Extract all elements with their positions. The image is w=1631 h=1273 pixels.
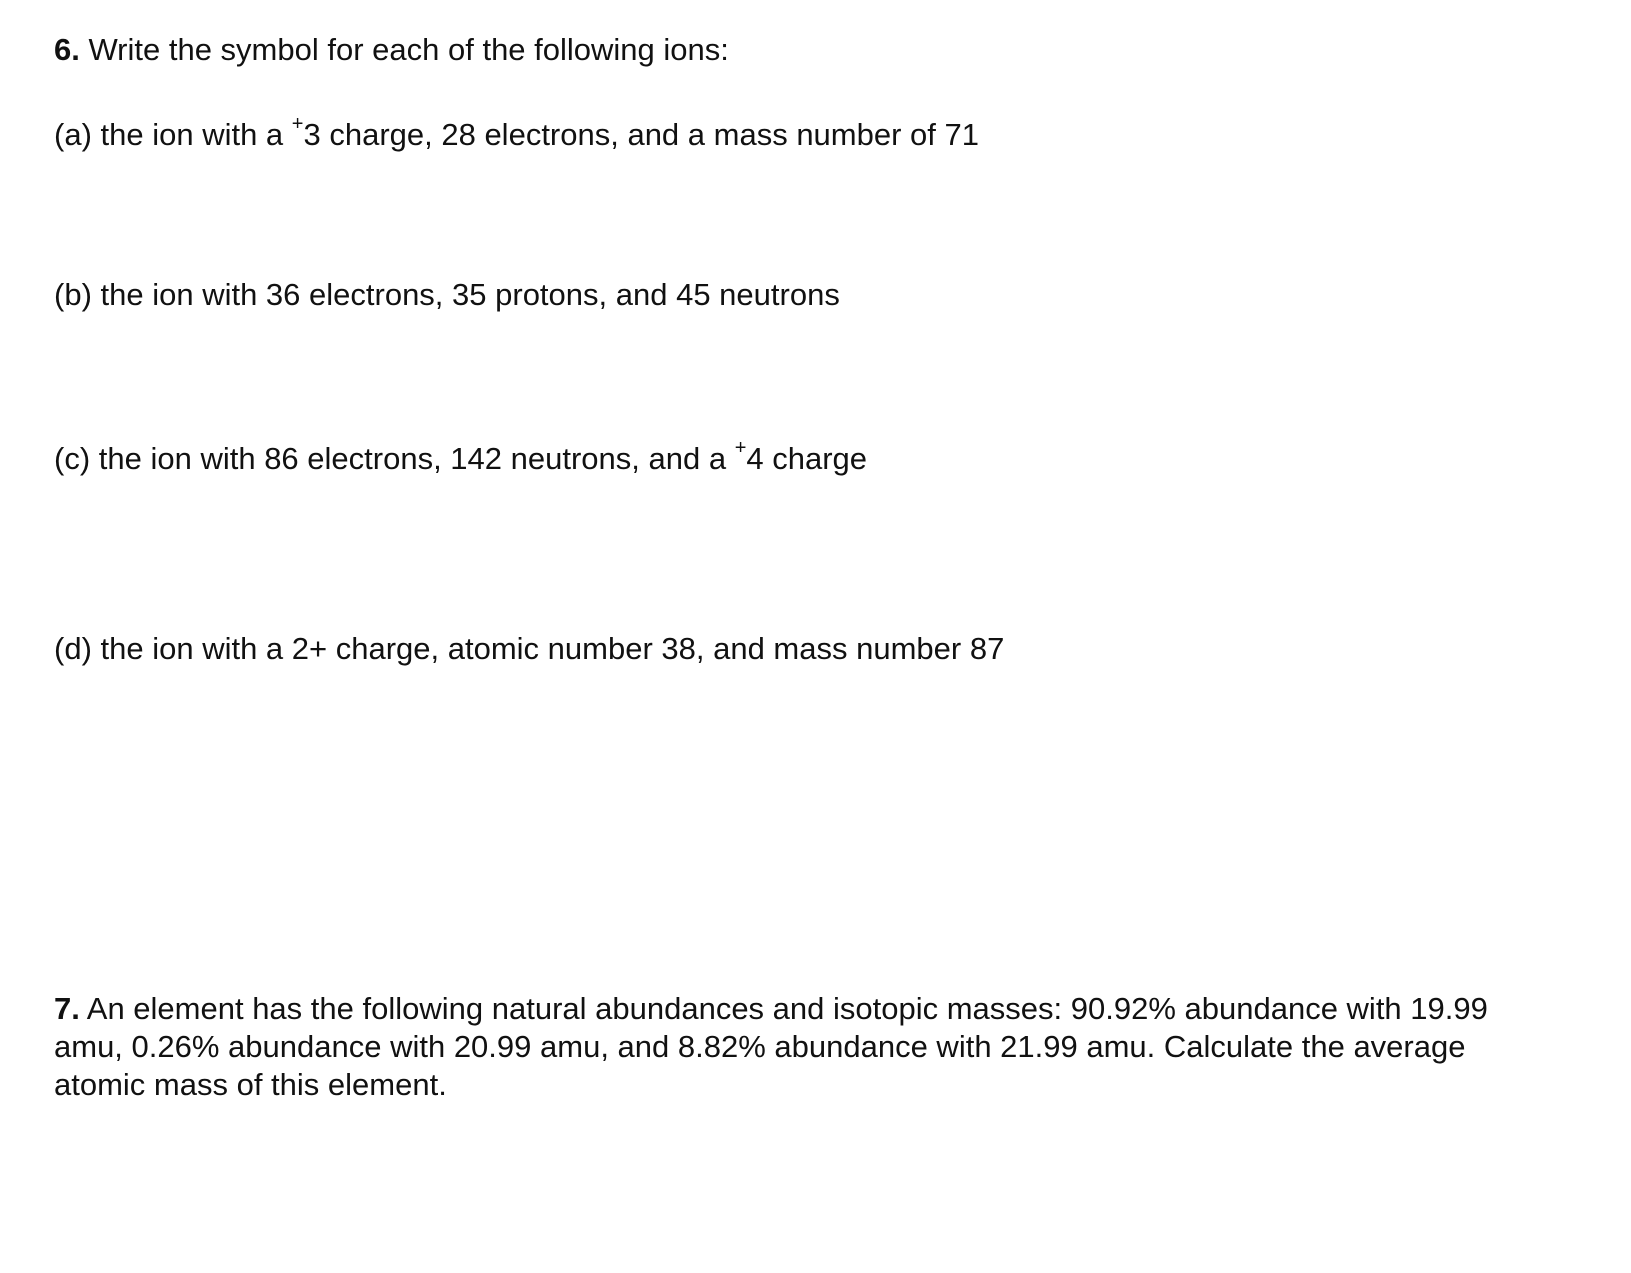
question-6b-text: (b) the ion with 36 electrons, 35 protons, and 45 neutrons [54,277,840,312]
question-6d-text: (d) the ion with a 2+ charge, atomic number 38, and mass number 87 [54,631,1005,666]
question-6-number: 6. [54,32,80,67]
question-6a-text-before: (a) the ion with a [54,117,292,152]
question-6c-text-before: (c) the ion with 86 electrons, 142 neutrons, and a [54,441,735,476]
question-6a-text-after: 3 charge, 28 electrons, and a mass number of 71 [303,117,979,152]
question-7 [54,990,1564,1104]
question-7-number: 7. [54,991,80,1026]
question-6-prompt: Write the symbol for each of the following ions: [79,32,729,67]
question-6d [54,630,1004,668]
question-6c-charge-sign: + [734,436,747,459]
question-7-text: An element has the following natural abundances and isotopic masses: 90.92% abundance with 19.99 amu, 0.26% abundance with 20.99 amu, and 8.82% abundance with 21.99 amu. Calculate the average atomic mass of this element. [54,991,1488,1102]
question-6c-text-after: 4 charge [746,441,868,476]
question-6a-charge-sign: + [291,112,304,135]
question-6c [54,436,868,478]
question-6b [54,276,840,314]
question-6a [54,112,979,154]
question-6-heading [54,31,729,69]
